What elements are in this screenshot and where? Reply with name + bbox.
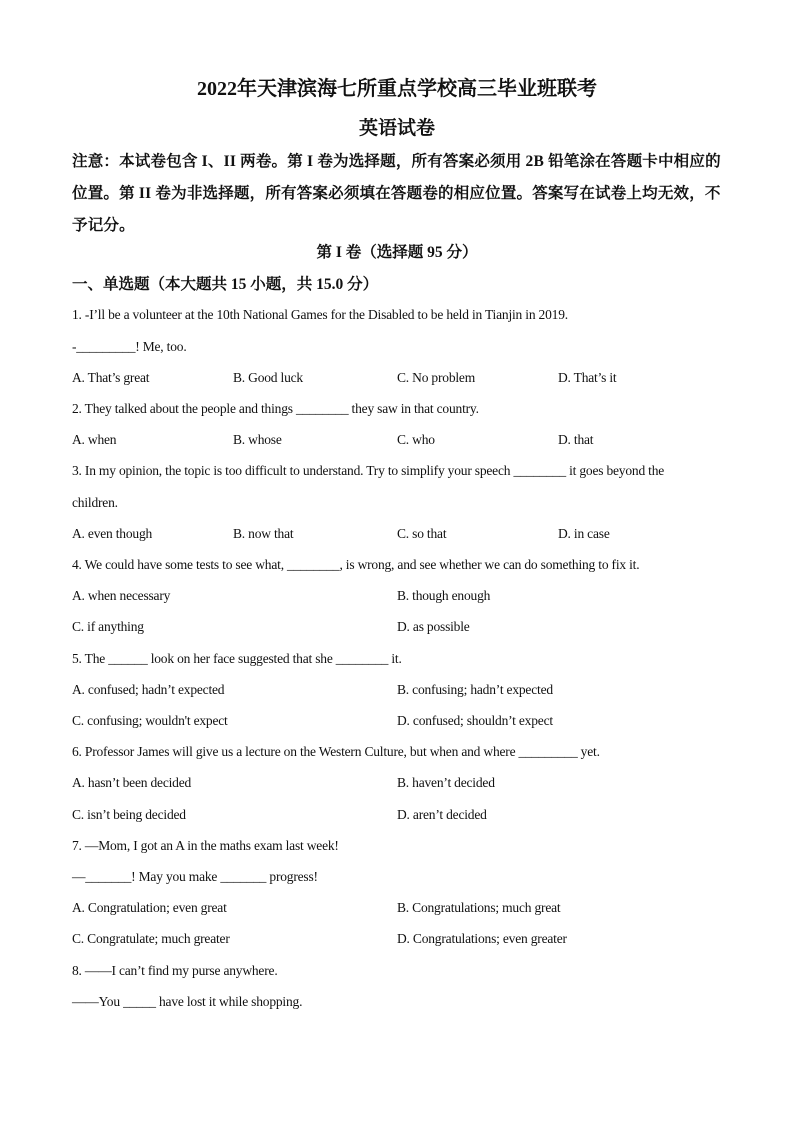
question-5-option-d: D. confused; shouldn’t expect xyxy=(397,713,553,728)
question-4-stem: 4. We could have some tests to see what, ________, is wrong, and see whether we can do something to fix it. xyxy=(72,557,640,572)
part-title: 第 I 卷（选择题 95 分） xyxy=(316,244,478,261)
question-5-option-a: A. confused; hadn’t expected xyxy=(72,682,225,697)
question-3-option-c: C. so that xyxy=(397,526,447,541)
question-1-option-a: A. That’s great xyxy=(72,370,150,385)
question-3-stem-line2: children. xyxy=(72,495,118,510)
question-8-stem-line2: ——You _____ have lost it while shopping. xyxy=(72,994,303,1009)
question-7-option-a: A. Congratulation; even great xyxy=(72,900,227,915)
question-3-stem: 3. In my opinion, the topic is too difficult to understand. Try to simplify your speech ________ it goes beyond the xyxy=(72,463,665,478)
question-3-option-a: A. even though xyxy=(72,526,153,541)
question-7-option-d: D. Congratulations; even greater xyxy=(397,931,567,946)
question-2-option-b: B. whose xyxy=(233,432,282,447)
question-1-stem: 1. -I’ll be a volunteer at the 10th National Games for the Disabled to be held in Tianjin in 2019. xyxy=(72,307,568,322)
question-3-option-b: B. now that xyxy=(233,526,294,541)
question-4-option-d: D. as possible xyxy=(397,619,470,634)
exam-notice: 注意：本试卷包含 I、II 两卷。第 I 卷为选择题，所有答案必须用 2B 铅笔涂在答题卡中相应的位置。第 II 卷为非选择题，所有答案必须填在答题卷的相应位置。答案写在试卷上均无效，不予记分。 xyxy=(72,153,721,234)
question-8-stem: 8. ——I can’t find my purse anywhere. xyxy=(72,963,278,978)
question-5-option-b: B. confusing; hadn’t expected xyxy=(397,682,553,697)
exam-title: 2022年天津滨海七所重点学校高三毕业班联考 xyxy=(197,78,597,100)
question-4-option-c: C. if anything xyxy=(72,619,144,634)
question-2-option-a: A. when xyxy=(72,432,117,447)
question-7-option-c: C. Congratulate; much greater xyxy=(72,931,230,946)
question-2-stem: 2. They talked about the people and things ________ they saw in that country. xyxy=(72,401,479,416)
section-title: 一、单选题（本大题共 15 小题，共 15.0 分） xyxy=(72,276,379,293)
question-1-option-d: D. That’s it xyxy=(558,370,617,385)
question-4-option-b: B. though enough xyxy=(397,588,491,603)
exam-subtitle: 英语试卷 xyxy=(358,118,435,139)
question-6-option-b: B. haven’t decided xyxy=(397,775,495,790)
question-1-option-c: C. No problem xyxy=(397,370,476,385)
question-1-stem-line2: -_________! Me, too. xyxy=(72,339,187,354)
question-6-option-c: C. isn’t being decided xyxy=(72,807,186,822)
question-6-option-d: D. aren’t decided xyxy=(397,807,487,822)
question-4-option-a: A. when necessary xyxy=(72,588,171,603)
question-1-option-b: B. Good luck xyxy=(233,370,303,385)
question-7-option-b: B. Congratulations; much great xyxy=(397,900,561,915)
question-5-option-c: C. confusing; wouldn't expect xyxy=(72,713,228,728)
question-3-option-d: D. in case xyxy=(558,526,610,541)
question-2-option-d: D. that xyxy=(558,432,594,447)
question-5-stem: 5. The ______ look on her face suggested that she ________ it. xyxy=(72,651,402,666)
question-6-option-a: A. hasn’t been decided xyxy=(72,775,192,790)
question-6-stem: 6. Professor James will give us a lecture on the Western Culture, but when and where _________ yet. xyxy=(72,744,600,759)
question-2-option-c: C. who xyxy=(397,432,435,447)
question-7-stem-line2: —_______! May you make _______ progress! xyxy=(72,869,318,884)
question-7-stem: 7. —Mom, I got an A in the maths exam last week! xyxy=(72,838,339,853)
